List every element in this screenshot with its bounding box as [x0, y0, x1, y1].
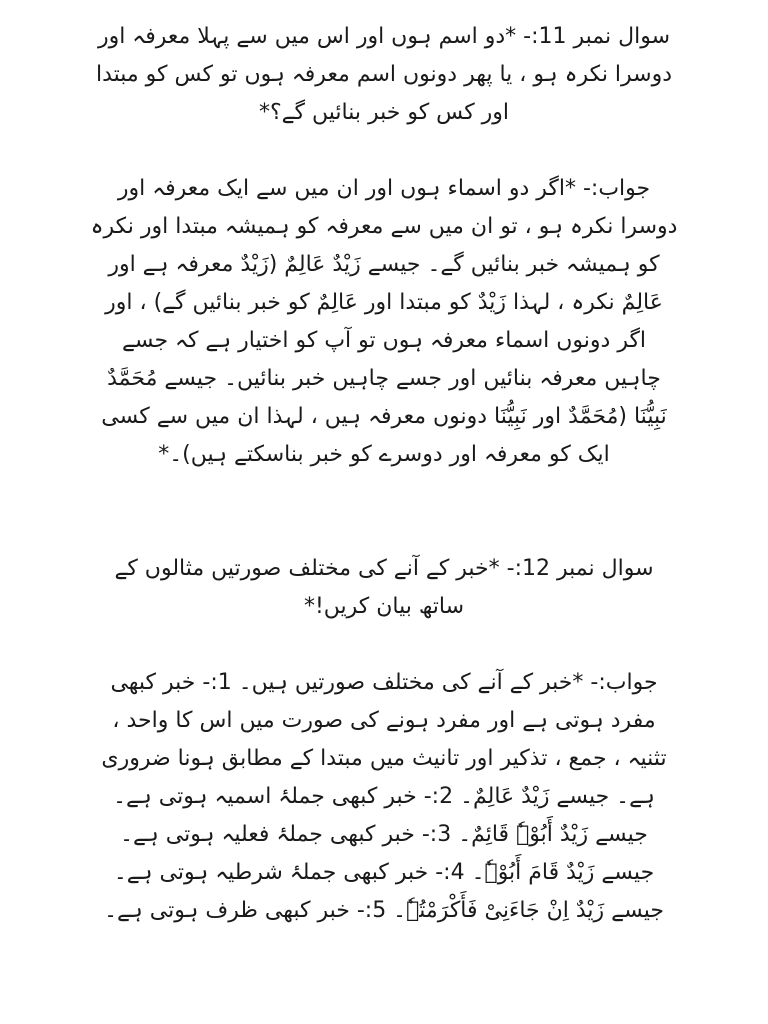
answer-line: جواب:- *خبر کے آنے کی مختلف صورتیں ہیں۔ 1:- خبر کبھی — [110, 670, 658, 695]
spacer — [40, 132, 728, 170]
answer-line: کو ہمیشہ خبر بنائیں گے۔ جیسے زَیْدٌ عَالِمٌ (زَیْدٌ معرفہ ہے اور — [108, 252, 660, 277]
answer-line: دوسرا نکرہ ہو ، تو ان میں سے معرفہ کو ہمیشہ مبتدا اور نکرہ — [90, 214, 678, 239]
question-11 — [40, 18, 728, 132]
answer-line: ایک کو معرفہ اور دوسرے کو خبر بناسکتے ہیں)۔* — [158, 442, 610, 467]
spacer — [40, 474, 728, 550]
answer-line: مفرد ہوتی ہے اور مفرد ہونے کی صورت میں اس کا واحد ، — [112, 708, 656, 733]
answer-line: جیسے زَیْدٌ قَامَ أَبُوْہٗ۔ 4:- خبر کبھی جملۂ شرطیہ ہوتی ہے۔ — [113, 860, 655, 885]
answer-line: جیسے زَیْدٌ اِنْ جَاءَنِیْ فَأَکْرَمْتُہٗ۔ 5:- خبر کبھی ظرف ہوتی ہے۔ — [104, 898, 664, 923]
answer-line: جیسے زَیْدٌ أَبُوْہٗ قَائِمٌ۔ 3:- خبر کبھی جملۂ فعلیہ ہوتی ہے۔ — [120, 822, 648, 847]
document-page — [40, 18, 728, 930]
question-line: سوال نمبر 12:- *خبر کے آنے کی مختلف صورتیں مثالوں کے — [114, 556, 654, 581]
answer-11 — [40, 170, 728, 474]
question-12 — [40, 550, 728, 626]
question-line: دوسرا نکرہ ہو ، یا پھر دونوں اسم معرفہ ہوں تو کس کو مبتدا — [95, 62, 673, 87]
answer-line: ہے۔ جیسے زَیْدٌ عَالِمٌ۔ 2:- خبر کبھی جملۂ اسمیہ ہوتی ہے۔ — [113, 784, 655, 809]
spacer — [40, 626, 728, 664]
question-line: اور کس کو خبر بنائیں گے؟* — [258, 100, 510, 125]
answer-line: جواب:- *اگر دو اسماء ہوں اور ان میں سے ایک معرفہ اور — [117, 176, 651, 201]
answer-line: تثنیہ ، جمع ، تذکیر اور تانیث میں مبتدا کے مطابق ہونا ضروری — [101, 746, 667, 771]
answer-line: نَبِیُّنَا (مُحَمَّدٌ اور نَبِیُّنَا دونوں معرفہ ہیں ، لہذا ان میں سے کسی — [101, 404, 667, 429]
answer-line: اگر دونوں اسماء معرفہ ہوں تو آپ کو اختیار ہے کہ جسے — [121, 328, 647, 353]
question-line: سوال نمبر 11:- *دو اسم ہوں اور اس میں سے پہلا معرفہ اور — [97, 24, 671, 49]
answer-12 — [40, 664, 728, 930]
answer-line: عَالِمٌ نکرہ ، لہذا زَیْدٌ کو مبتدا اور عَالِمٌ کو خبر بنائیں گے) ، اور — [105, 290, 663, 315]
question-line: ساتھ بیان کریں!* — [303, 594, 465, 619]
answer-line: چاہیں معرفہ بنائیں اور جسے چاہیں خبر بنائیں۔ جیسے مُحَمَّدٌ — [107, 366, 661, 391]
